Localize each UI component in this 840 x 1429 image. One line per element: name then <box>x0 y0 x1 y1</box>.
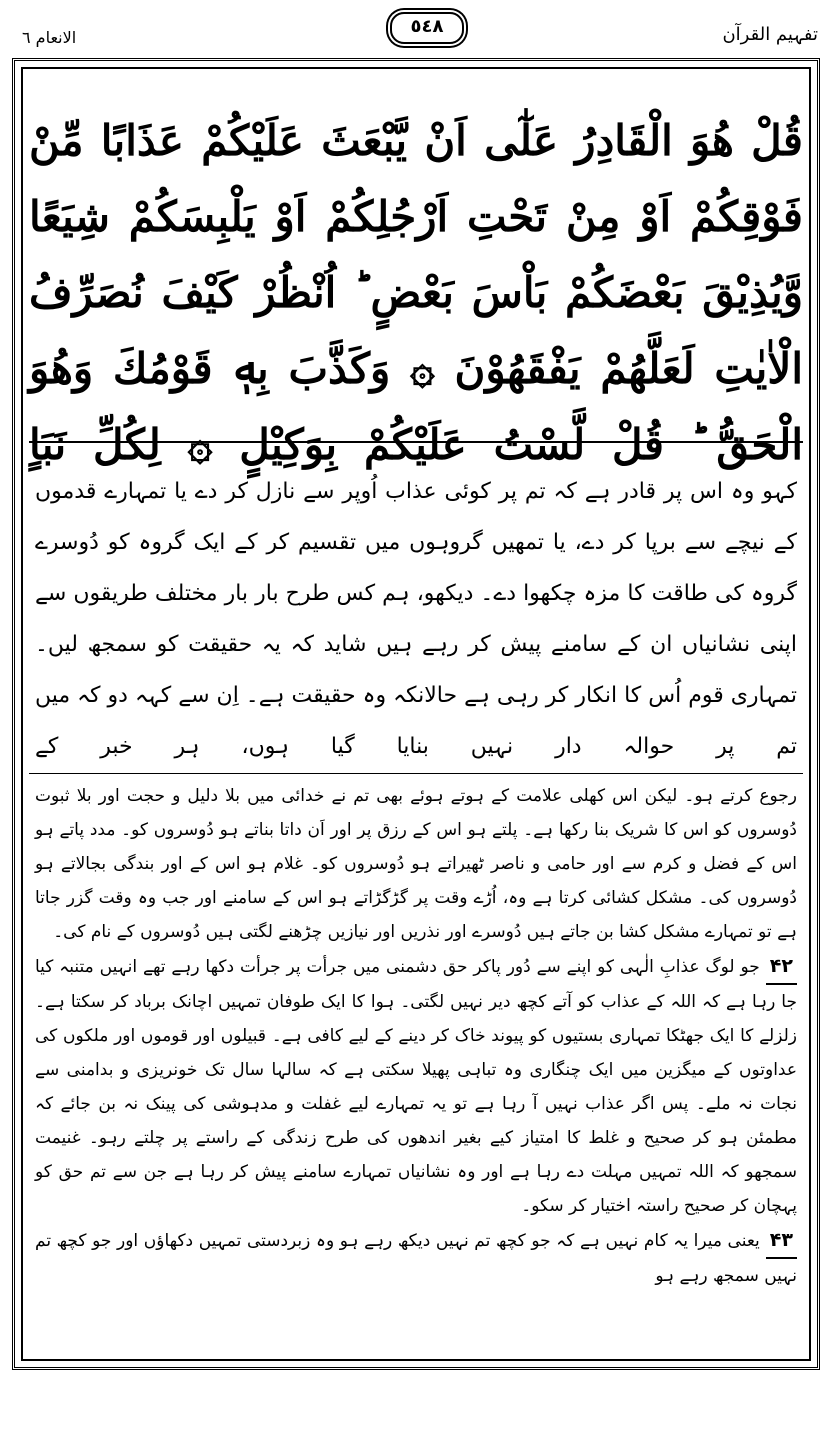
note-number-42: ۴۲ <box>766 949 797 985</box>
commentary-note-42 <box>35 949 797 1223</box>
surah-name: الانعام ٦ <box>22 28 77 47</box>
translation-commentary-divider <box>29 773 803 774</box>
commentary-intro: رجوع کرتے ہو۔ لیکن اس کھلی علامت کے ہوتے ہوئے بھی تم نے خدائی میں بلا دلیل و حجت اور بلا ثبوت دُوسروں کو اس کا شریک بنا رکھا ہے۔ پلتے ہو اس کے رزق پر اور اَن داتا بناتے ہو دُوسروں کو۔ مدد پاتے ہو اس کے فضل و کرم سے اور حامی و ناصر ٹھیراتے ہو دُوسروں کو۔ غلام ہو اس کے اور بندگی بجالاتے ہو دُوسروں کی۔ مشکل کشائی کرتا ہے وہ، اُڑے وقت پر گڑگڑاتے ہو اس کے سامنے اور جب وہ وقت گزر جاتا ہے تو تمہارے مشکل کشا بن جاتے ہیں دُوسرے اور نذریں اور نیازیں چڑھنے لگتی ہیں دُوسروں کے نام کی۔ <box>35 786 797 942</box>
commentary-section <box>35 779 797 1429</box>
page-frame <box>12 58 820 1370</box>
urdu-translation: کہو وہ اس پر قادر ہے کہ تم پر کوئی عذاب اُوپر سے نازل کر دے یا تمہارے قدموں کے نیچے سے برپا کر دے، یا تمھیں گروہوں میں تقسیم کر کے ایک گروہ کو دُوسرے گروہ کی طاقت کا مزہ چکھوا دے۔ دیکھو، ہم کس طرح بار بار مختلف طریقوں سے اپنی نشانیاں ان کے سامنے پیش کر رہے ہیں شاید کہ یہ حقیقت کو سمجھ لیں۔ تمہاری قوم اُس کا انکار کر رہی ہے حالانکہ وہ حقیقت ہے۔ اِن سے کہہ دو کہ میں تم پر حوالہ دار نہیں بنایا گیا ہوں، ہر خبر کے <box>35 479 797 759</box>
note-43-text: یعنی میرا یہ کام نہیں ہے کہ جو کچھ تم نہیں دیکھ رہے ہو وہ زبردستی تمہیں دکھاؤں اور جو کچھ تم نہیں سمجھ رہے ہو <box>35 1231 797 1286</box>
page-number-badge: ٥٤٨ <box>390 12 464 44</box>
note-42-text: جو لوگ عذابِ الٰہی کو اپنے سے دُور پاکر حق دشمنی میں جرأت پر جرأت دکھا رہے تھے انہیں متنبہ کیا جا رہا ہے کہ اللہ کے عذاب کو آتے کچھ دیر نہیں لگتی۔ ہوا کا ایک طوفان تمہیں اچانک برباد کر سکتا ہے۔ زلزلے کا ایک جھٹکا تمہاری بستیوں کو پیوند خاک کر دینے کے لیے کافی ہے۔ قبیلوں اور قوموں اور ملکوں کی عداوتوں کے میگزین میں ایک چنگاری وہ تباہی پھیلا سکتی ہے کہ سالہا سال تک خونریزی و بدامنی سے نجات نہ ملے۔ پس اگر عذاب نہیں آ رہا ہے تو یہ تمہارے لیے غفلت و مدہوشی کی پینک نہ بن جائے کہ مطمئن ہو کر صحیح و غلط کا امتیاز کیے بغیر اندھوں کی طرح زندگی کے راستے پر چلتے رہو۔ غنیمت سمجھو کہ اللہ تمہیں مہلت دے رہا ہے اور وہ نشانیاں تمہارے سامنے پیش کر رہا ہے جن سے تم حق کو پہچان کر صحیح راستہ اختیار کر سکو۔ <box>35 957 797 1216</box>
arabic-verse-text: قُلْ هُوَ الْقَادِرُ عَلٰٓى اَنْ يَّبْعَثَ عَلَيْكُمْ عَذَابًا مِّنْ فَوْقِكُمْ اَوْ مِنْ تَحْتِ اَرْجُلِكُمْ اَوْ يَلْبِسَكُمْ شِيَعًا وَّيُذِيْقَ بَعْضَكُمْ بَاْسَ بَعْضٍ ؕ اُنْظُرْ كَيْفَ نُصَرِّفُ الْاٰيٰتِ لَعَلَّهُمْ يَفْقَهُوْنَ ۞ وَكَذَّبَ بِهٖ قَوْمُكَ وَهُوَ الْحَقُّ ؕ قُلْ لَّسْتُ عَلَيْكُمْ بِوَكِيْلٍ ۞ لِكُلِّ نَبَاٍ <box>29 116 803 469</box>
book-title: تفہیم القرآن <box>722 24 818 45</box>
page-header <box>10 10 830 54</box>
arabic-translation-divider <box>29 441 803 443</box>
commentary-note-43 <box>35 1223 797 1293</box>
note-number-43: ۴۳ <box>766 1223 797 1259</box>
